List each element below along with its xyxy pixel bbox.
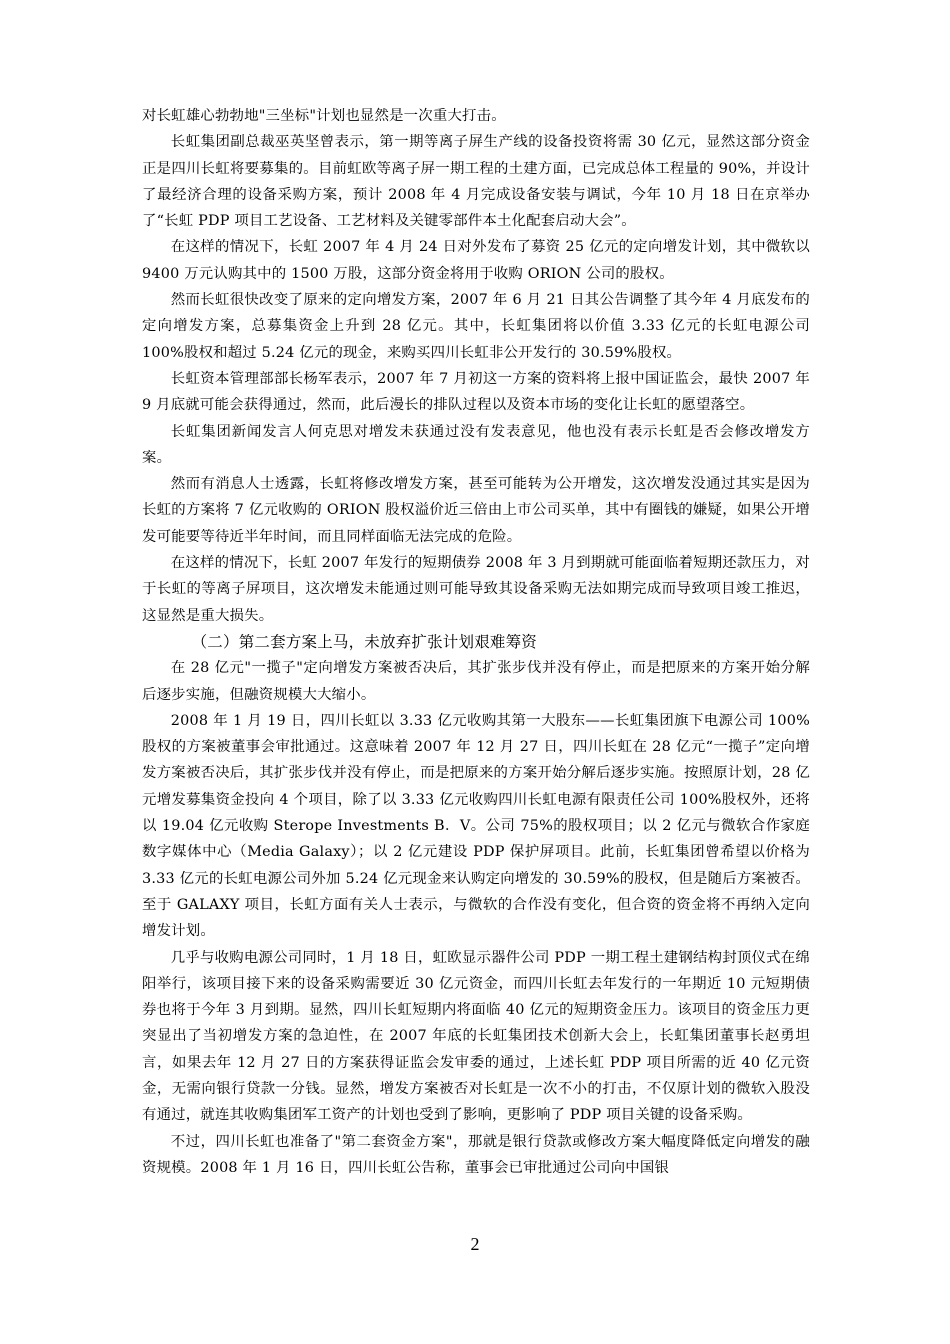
page-number: 2 <box>470 1234 480 1254</box>
paragraph-10: 2008 年 1 月 19 日，四川长虹以 3.33 亿元收购其第一大股东——长虹集团旗下电源公司 100%股权的方案被董事会审批通过。这意味着 2007 年 12 月 27 日，四川长虹在 28 亿元“一揽子”定向增发方案被否决后，其扩张步伐并没有停止，而是把原来的方案开始分解后逐步实施。按照原计划，28 亿元增发募集资金投向 4 个项目，除了以 3.33 亿元收购四川长虹电源有限责任公司 100%股权外，还将以 19.04 亿元收购 Sterope Investments B．V。公司 75%的股权项目；以 2 亿元与微软合作家庭数字媒体中心（Media Galaxy）；以 2 亿元建设 PDP 保护屏项目。此前，长虹集团曾希望以价格为 3.33 亿元的长虹电源公司外加 5.24 亿元现金来认购定向增发的 30.59%的股权，但是随后方案被否。至于 GALAXY 项目，长虹方面有关人士表示，与微软的合作没有变化，但合资的资金将不再纳入定向增发计划。 <box>142 712 810 940</box>
paragraph-3: 在这样的情况下，长虹 2007 年 4 月 24 日对外发布了募资 25 亿元的定向增发计划，其中微软以 9400 万元认购其中的 1500 万股，这部分资金将用于收购 ORION 公司的股权。 <box>142 239 810 282</box>
paragraph-12: 不过，四川长虹也准备了"第二套资金方案"，那就是银行贷款或修改方案大幅度降低定向增发的融资规模。2008 年 1 月 16 日，四川长虹公告称，董事会已审批通过公司向中国银 <box>142 1133 810 1176</box>
paragraph-5: 长虹资本管理部部长杨军表示，2007 年 7 月初这一方案的资料将上报中国证监会，最快 2007 年 9 月底就可能会获得通过，然而，此后漫长的排队过程以及资本市场的变化让长虹的愿望落空。 <box>142 370 810 414</box>
paragraph-11: 几乎与收购电源公司同时，1 月 18 日，虹欧显示器件公司 PDP 一期工程土建钢结构封顶仪式在绵阳举行，该项目接下来的设备采购需要近 30 亿元资金，而四川长虹去年发行的一年期近 10 元短期债券也将于今年 3 月到期。显然，四川长虹短期内将面临 40 亿元的短期资金压力。该项目的资金压力更突显出了当初增发方案的急迫性，在 2007 年底的长虹集团技术创新大会上，长虹集团董事长赵勇坦言，如果去年 12 月 27 日的方案获得证监会发审委的通过，上述长虹 PDP 项目所需的近 40 亿元资金，无需向银行贷款一分钱。显然，增发方案被否对长虹是一次不小的打击，不仅原计划的微软入股没有通过，就连其收购集团军工资产的计划也受到了影响，更影响了 PDP 项目关键的设备采购。 <box>142 949 810 1124</box>
paragraph-8: 在这样的情况下，长虹 2007 年发行的短期债券 2008 年 3 月到期就可能面临着短期还款压力，对于长虹的等离子屏项目，这次增发未能通过则可能导致其设备采购无法如期完成而导致项目竣工推迟，这显然是重大损失。 <box>142 555 810 624</box>
paragraph-2: 长虹集团副总裁巫英坚曾表示，第一期等离子屏生产线的设备投资将需 30 亿元，显然这部分资金正是四川长虹将要募集的。目前虹欧等离子屏一期工程的土建方面，已完成总体工程量的 90%，并设计了最经济合理的设备采购方案，预计 2008 年 4 月完成设备安装与调试，今年 10 月 18 日在京举办了“长虹 PDP 项目工艺设备、工艺材料及关键零部件本土化配套启动大会”。 <box>142 134 810 230</box>
paragraph-9: 在 28 亿元"一揽子"定向增发方案被否决后，其扩张步伐并没有停止，而是把原来的方案开始分解后逐步实施，但融资规模大大缩小。 <box>142 660 810 703</box>
paragraph-7: 然而有消息人士透露，长虹将修改增发方案，甚至可能转为公开增发，这次增发没通过其实是因为长虹的方案将 7 亿元收购的 ORION 股权溢价近三倍由上市公司买单，其中有圈钱的嫌疑，如果公开增发可能要等待近半年时间，而且同样面临无法完成的危险。 <box>142 476 810 545</box>
document-body <box>142 103 810 1181</box>
paragraph-6: 长虹集团新闻发言人何克思对增发未获通过没有发表意见，他也没有表示长虹是否会修改增发方案。 <box>142 423 810 466</box>
section-heading: （二）第二套方案上马，未放弃扩张计划艰难筹资 <box>191 632 537 651</box>
paragraph-4: 然而长虹很快改变了原来的定向增发方案，2007 年 6 月 21 日其公告调整了其今年 4 月底发布的定向增发方案，总募集资金上升到 28 亿元。其中，长虹集团将以价值 3.33 亿元的长虹电源公司 100%股权和超过 5.24 亿元的现金，来购买四川长虹非公开发行的 30.59%股权。 <box>142 292 810 361</box>
paragraph-1: 对长虹雄心勃勃地"三坐标"计划也显然是一次重大打击。 <box>142 108 506 124</box>
